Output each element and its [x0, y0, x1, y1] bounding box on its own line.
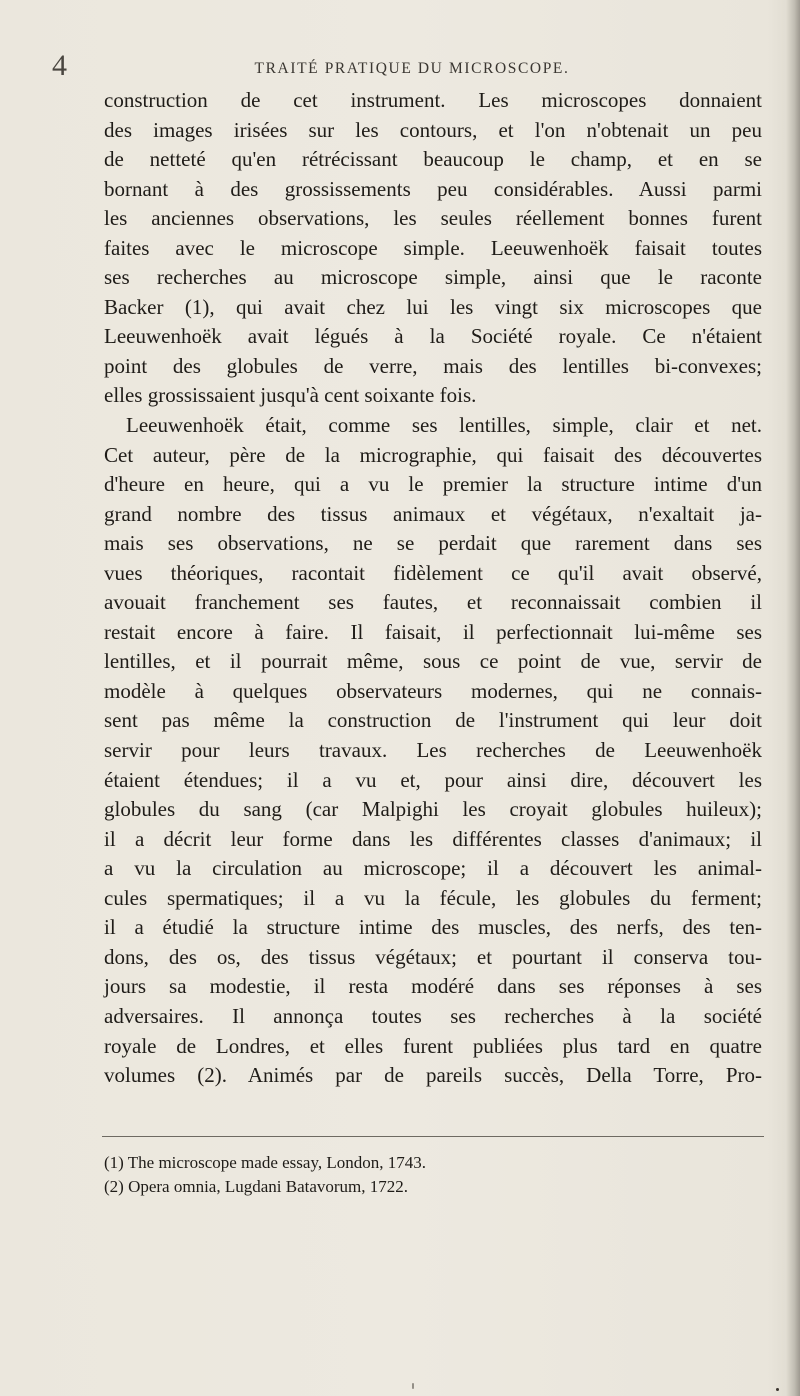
text-line: d'heure en heure, qui a vu le premier la structure intime d'un	[104, 472, 762, 497]
text-line: jours sa modestie, il resta modéré dans ses réponses à ses	[104, 974, 762, 999]
text-line: de netteté qu'en rétrécissant beaucoup le champ, et en se	[104, 147, 762, 172]
text-line: bornant à des grossissements peu considérables. Aussi parmi	[104, 176, 762, 201]
text-line: dons, des os, des tissus végétaux; et pourtant il conserva tou-	[104, 944, 762, 969]
text-line: faites avec le microscope simple. Leeuwenhoëk faisait toutes	[104, 235, 762, 260]
page-edge-shadow	[786, 0, 800, 1396]
footnote-divider	[102, 1136, 764, 1137]
text-line: modèle à quelques observateurs modernes, qui ne connais-	[104, 678, 762, 703]
ink-speck	[776, 1388, 779, 1391]
text-line: mais ses observations, ne se perdait que rarement dans ses	[104, 531, 762, 556]
text-line: vues théoriques, racontait fidèlement ce qu'il avait observé,	[104, 560, 762, 585]
text-line: les anciennes observations, les seules réellement bonnes furent	[104, 206, 762, 231]
text-line: cules spermatiques; il a vu la fécule, les globules du ferment;	[104, 885, 762, 910]
running-title: TRAITÉ PRATIQUE DU MICROSCOPE.	[254, 60, 570, 77]
body-text	[104, 86, 762, 1091]
footnote-2: (2) Opera omnia, Lugdani Batavorum, 1722.	[104, 1177, 409, 1196]
text-line: volumes (2). Animés par de pareils succès, Della Torre, Pro-	[104, 1063, 762, 1088]
text-line: royale de Londres, et elles furent publiées plus tard en quatre	[104, 1033, 762, 1058]
text-line: globules du sang (car Malpighi les croyait globules huileux);	[104, 797, 762, 822]
text-line: adversaires. Il annonça toutes ses recherches à la société	[104, 1003, 762, 1028]
footnotes	[104, 1151, 664, 1199]
text-line: Backer (1), qui avait chez lui les vingt six microscopes que	[104, 294, 762, 319]
text-line: a vu la circulation au microscope; il a découvert les animal-	[104, 856, 762, 881]
text-line: il a étudié la structure intime des muscles, des nerfs, des ten-	[104, 915, 762, 940]
text-line: ses recherches au microscope simple, ainsi que le raconte	[104, 265, 762, 290]
text-line: Leeuwenhoëk avait légués à la Société royale. Ce n'étaient	[104, 324, 762, 349]
page-number: 4	[52, 49, 67, 82]
text-line: avouait franchement ses fautes, et reconnaissait combien il	[104, 590, 762, 615]
ink-speck	[412, 1383, 414, 1389]
text-line: sent pas même la construction de l'instrument qui leur doit	[104, 708, 762, 733]
text-line: étaient étendues; il a vu et, pour ainsi dire, découvert les	[104, 767, 762, 792]
text-line: restait encore à faire. Il faisait, il perfectionnait lui-même ses	[104, 619, 762, 644]
text-line: elles grossissaient jusqu'à cent soixante fois.	[104, 383, 477, 408]
text-line: il a décrit leur forme dans les différentes classes d'animaux; il	[104, 826, 762, 851]
text-line: des images irisées sur les contours, et l'on n'obtenait un peu	[104, 117, 762, 142]
text-line: Cet auteur, père de la micrographie, qui faisait des découvertes	[104, 442, 762, 467]
page-header	[52, 46, 772, 86]
text-line: point des globules de verre, mais des lentilles bi-convexes;	[104, 353, 762, 378]
text-line: servir pour leurs travaux. Les recherches de Leeuwenhoëk	[104, 738, 762, 763]
footnote-1: (1) The microscope made essay, London, 1743.	[104, 1153, 426, 1172]
text-line: lentilles, et il pourrait même, sous ce point de vue, servir de	[104, 649, 762, 674]
text-line: Leeuwenhoëk était, comme ses lentilles, simple, clair et net.	[126, 413, 762, 438]
text-line: grand nombre des tissus animaux et végétaux, n'exaltait ja-	[104, 501, 762, 526]
text-line: construction de cet instrument. Les microscopes donnaient	[104, 88, 762, 112]
